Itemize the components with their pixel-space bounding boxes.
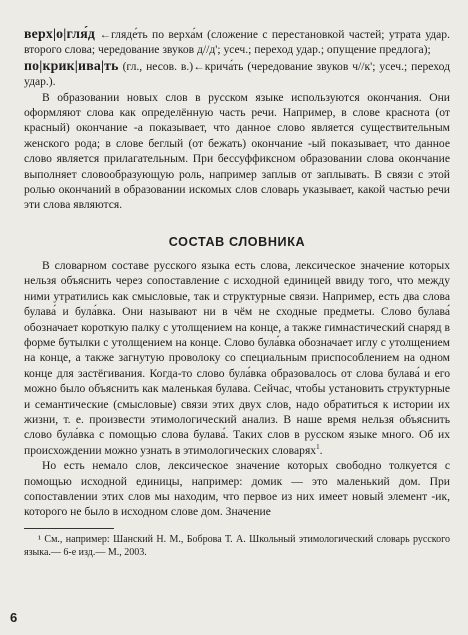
footnote: ¹ См., например: Шанский Н. М., Боброва Т. А. Школьный этимологический словарь русского языка.— 6-е изд.— М., 2003. bbox=[24, 533, 450, 558]
paragraph-vocabulary-text: В словарном составе русского языка есть слова, лексическое значение которых нельзя объяснить через сопоставление с исходной единицей ввиду того, что между ними утратились как смысловые, так и структурные связи. Например, есть два слова булава́ и була́вка. Они называют ни в чём не сходные предметы. Слово булава́ обозначает короткую палку с утолщением на конце, а также гимнастический снаряд в форме бутылки с утолщением на конце. Слово була́вка обозначает иглу с утолщением на конце, а также загнутую проволоку со специальным приспособлением на одном конце для застёгивания. Когда-то слово була́вка образовалось от слова булава́ и его можно было объяснить как маленькая булава. Сейчас, чтобы установить структурные и семантические (смысловые) связи этих двух слов, надо обратиться к истории их жизни, т. е. произвести этимологический анализ. В наше время нельзя объяснить слово була́вка с помощью слова булава́. Таких слов в русском языке много. Об их происхождении можно узнать в этимологических словарях bbox=[24, 258, 450, 457]
page-number: 6 bbox=[10, 610, 18, 625]
paragraph-derivation: Но есть немало слов, лексическое значение которых свободно толкуется с помощью исходной единицы, например: домик — это маленький дом. При сопоставлении этих слов мы находим, что первое из них имеет новый элемент -ик, которого не было в исходном слове дом. Значение bbox=[24, 459, 450, 519]
footnote-divider bbox=[24, 528, 114, 529]
morph-entry-2 bbox=[24, 58, 450, 90]
morph-word-2: по|крик|ива|ть bbox=[24, 57, 119, 73]
paragraph-vocabulary: В словарном составе русского языка есть слова, лексическое значение которых нельзя объяснить через сопоставление с исходной единицей ввиду того, что между ними утратились как смысловые, так и структурные связи. Например, есть два слова булава́ и була́вка. Они называют ни в чём не сходные предметы. Слово булава́ обозначает короткую палку с утолщением на конце, а также гимнастический снаряд в форме бутылки с утолщением на конце. Слово була́вка обозначает иглу с утолщением на конце, а также загнутую проволоку со специальным приспособлением на одном конце для застёгивания. Когда-то слово була́вка образовалось от слова булава́ и его можно было объяснить как маленькая булава. Сейчас, чтобы установить структурные и семантические (смысловые) связи этих двух слов, надо обратиться к истории их жизни, т. е. произвести этимологический анализ. В наше время нельзя объяснить слово була́вка с помощью слова булава́. Таких слов в русском языке много. Об их происхождении можно узнать в этимологических словарях$^1$. bbox=[24, 258, 450, 457]
morph-explanation-2: (гл., несов. в.)←крича́ть (чередование звуков ч//к'; усеч.; переход удар.). bbox=[24, 59, 450, 89]
morph-entry-1 bbox=[24, 26, 450, 58]
section-heading: СОСТАВ СЛОВНИКА bbox=[168, 234, 306, 249]
paragraph-endings: В образовании новых слов в русском языке используются окончания. Они оформляют слова как определённую часть речи. Например, в слове краснота (от красный) окончание -а показывает, что данное слово является существительным женского рода; в слове беглый (от бежать) окончание -ый показывает, что данное слово является прилагательным. При бессуффиксном образовании слова окончание выполняет словообразующую роль, например заплыв от заплывать. В связи с этой ролью окончаний в образовании искомых слов словарь указывает, какой частью речи эти слова являются. bbox=[24, 90, 450, 212]
morph-explanation-1: ←гляде́ть по верха́м (сложение с перестановкой частей; утрата удар. второго слова; чередование звуков д//д'; усеч.; переход удар.; опущение предлога); bbox=[24, 28, 450, 57]
footnote-ref: 1 bbox=[316, 442, 320, 451]
morph-word-1: верх|о|гля́д bbox=[24, 26, 96, 41]
